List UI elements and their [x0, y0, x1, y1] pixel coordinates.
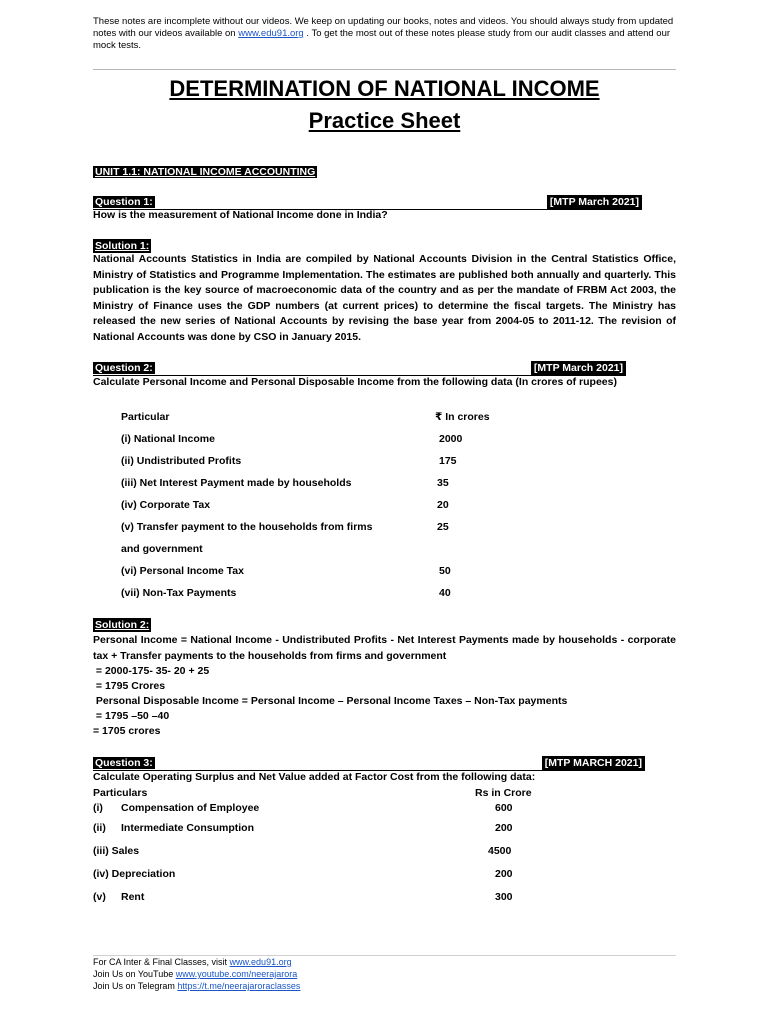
q3-row-value: 4500 — [488, 845, 512, 857]
question-3-label: Question 3: — [95, 757, 153, 769]
unit-heading: UNIT 1.1: NATIONAL INCOME ACCOUNTING — [95, 166, 316, 178]
q2-row-label: (vii) Non-Tax Payments — [121, 587, 237, 599]
header-divider — [93, 69, 676, 70]
q2-row-label: (v) Transfer payment to the households from firms — [121, 521, 373, 533]
q3-row-value: 200 — [495, 822, 513, 834]
q3-row-value: 300 — [495, 891, 513, 903]
q3-row-label: Compensation of Employee — [121, 802, 260, 814]
notice-text — [93, 16, 681, 52]
q2-row-label: (iii) Net Interest Payment made by households — [121, 477, 352, 489]
footer — [93, 956, 300, 992]
q2-row-value: 25 — [437, 521, 449, 533]
solution-2-line: = 1795 Crores — [93, 680, 166, 692]
q3-row-label: Rent — [121, 891, 145, 903]
q3-row-num: (v) — [93, 891, 106, 903]
q2-row-value: 20 — [437, 499, 449, 511]
question-1-tag: [MTP March 2021] — [547, 195, 642, 209]
question-1-label: Question 1: — [95, 196, 153, 208]
footer-telegram-link[interactable]: https://t.me/neerajaroraclasses — [177, 981, 301, 991]
q2-row-value: 50 — [439, 565, 451, 577]
solution-2-line: = 1705 crores — [93, 725, 161, 737]
q2-row-value: 35 — [437, 477, 449, 489]
question-2-text: Calculate Personal Income and Personal Disposable Income from the following data (In crores of rupees) — [93, 376, 617, 388]
footer-youtube-link[interactable]: www.youtube.com/neerajarora — [175, 969, 298, 979]
solution-2-line: = 1795 –50 –40 — [93, 710, 170, 722]
q2-row-label: and government — [121, 543, 203, 555]
q3-row-label: Intermediate Consumption — [121, 822, 255, 834]
question-3-text: Calculate Operating Surplus and Net Value added at Factor Cost from the following data: — [93, 771, 536, 783]
question-2-heading — [93, 361, 626, 376]
notice-before: These notes are incomplete without our videos. We keep on updating our books, notes and videos. You should always study from updated notes with our videos available on — [93, 16, 674, 39]
page-title: DETERMINATION OF NATIONAL INCOME — [169, 76, 600, 101]
q3-header-particular: Particulars — [93, 787, 148, 799]
solution-2-line: Personal Disposable Income = Personal Income – Personal Income Taxes – Non-Tax payments — [93, 695, 568, 707]
solution-2-label: Solution 2: — [95, 619, 150, 631]
q2-row-label: (ii) Undistributed Profits — [121, 455, 242, 467]
q2-row-label: (vi) Personal Income Tax — [121, 565, 244, 577]
footer-classes-text: For CA Inter & Final Classes, visit — [93, 957, 230, 967]
q2-header-particular: Particular — [121, 411, 170, 423]
solution-2-text: Personal Income = National Income - Undistributed Profits - Net Interest Payments made by households - corporate tax + Transfer payments to the households from firms and government — [93, 634, 676, 662]
page-subtitle: Practice Sheet — [308, 108, 461, 133]
footer-line-youtube — [93, 968, 300, 980]
footer-website-link[interactable]: www.edu91.org — [229, 957, 292, 967]
q2-row-label: (iv) Corporate Tax — [121, 499, 211, 511]
solution-1-text: National Accounts Statistics in India are compiled by National Accounts Division in the Central Statistics Office, Ministry of Statistics and Programme Implementation. The estimates are published both annually and quarterly. This publication is the key source of macroeconomic data of the country and as per the mandate of FRBM Act 2003, the Ministry of Finance uses the GDP numbers (at current prices) to determine the fiscal targets. The Ministry has released the new series of National Accounts by revising the base year from 2004-05 to 2011-12. The revision of National Accounts was done by CSO in January 2015. — [93, 253, 676, 343]
q3-row-num: (ii) — [93, 822, 106, 834]
footer-line-telegram — [93, 980, 300, 992]
q2-header-value: ₹ In crores — [435, 411, 490, 423]
q3-row-value: 600 — [495, 802, 513, 814]
question-3-heading — [93, 756, 645, 771]
q2-row-label: (i) National Income — [121, 433, 215, 445]
question-2-tag: [MTP March 2021] — [531, 361, 626, 375]
q3-row-num: (iv) Depreciation — [93, 868, 176, 880]
notice-link[interactable]: www.edu91.org — [238, 28, 304, 39]
q2-row-value: 2000 — [439, 433, 463, 445]
q3-row-num: (iii) Sales — [93, 845, 140, 857]
footer-youtube-text: Join Us on YouTube — [93, 969, 176, 979]
question-1-text: How is the measurement of National Income done in India? — [93, 209, 388, 221]
q2-row-value: 175 — [439, 455, 457, 467]
notice-after: . To get the most out of these notes please study from our audit classes and attend our mock tests. — [93, 28, 671, 51]
footer-line-classes — [93, 956, 300, 968]
solution-2-line: = 2000-175- 35- 20 + 25 — [93, 665, 210, 677]
question-3-tag: [MTP MARCH 2021] — [542, 756, 645, 770]
q3-row-num: (i) — [93, 802, 103, 814]
q3-row-value: 200 — [495, 868, 513, 880]
q2-row-value: 40 — [439, 587, 451, 599]
solution-1-label: Solution 1: — [95, 240, 150, 252]
q3-header-value: Rs in Crore — [475, 787, 532, 799]
footer-telegram-text: Join Us on Telegram — [93, 981, 178, 991]
question-2-label: Question 2: — [95, 362, 153, 374]
